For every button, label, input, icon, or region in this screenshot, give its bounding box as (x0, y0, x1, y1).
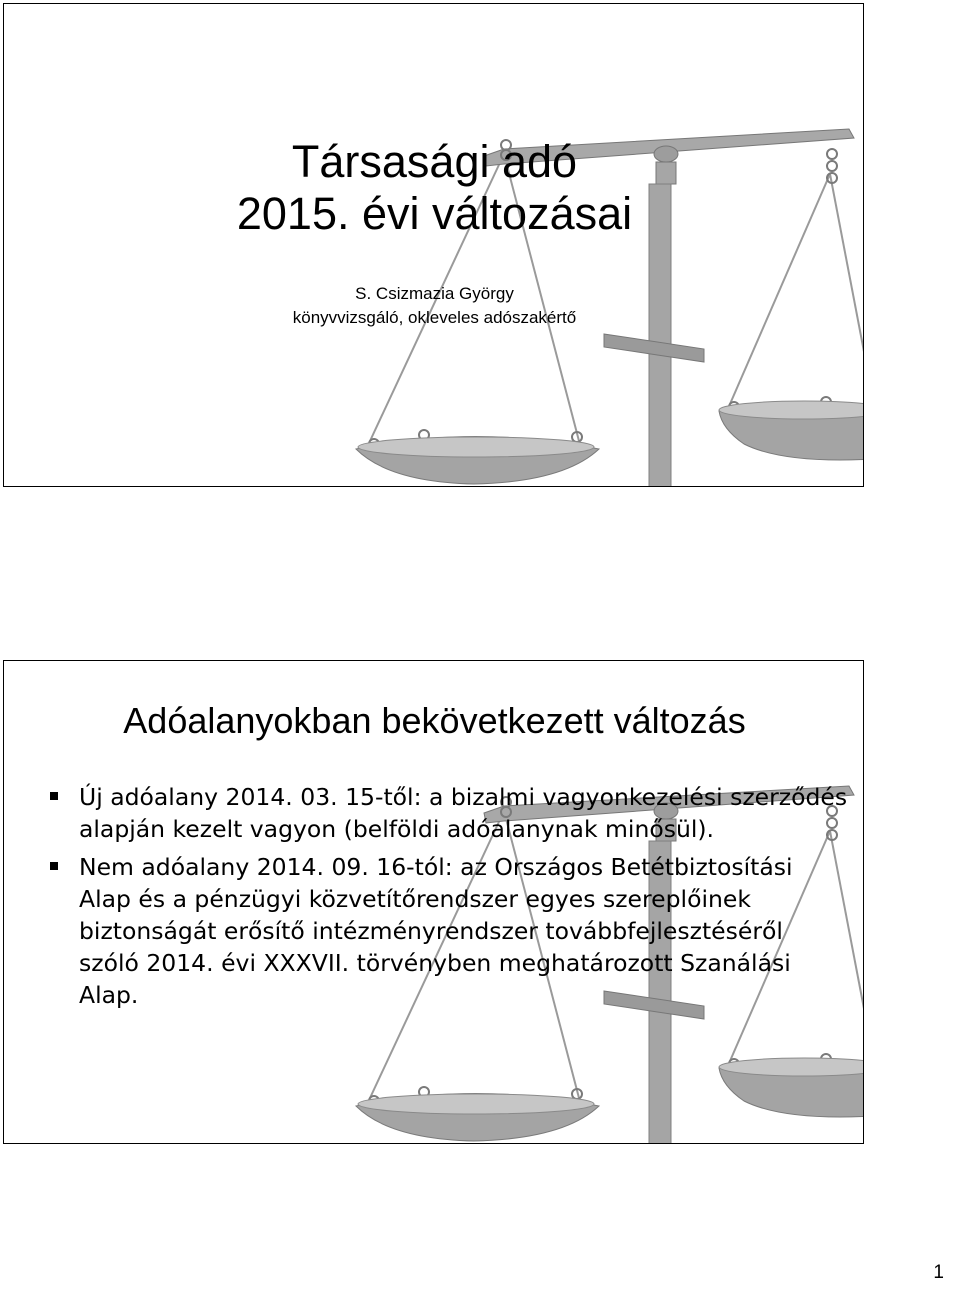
title-line-2: 2015. évi változásai (236, 188, 633, 239)
slide-title: Adóalanyokban bekövetkezett változás (123, 700, 746, 741)
bullet-list (50, 781, 850, 1017)
slide-1 (3, 3, 864, 487)
bullet-text: Új adóalany 2014. 03. 15-től: a bizalmi vagyonkezelési szerződés alapján kezelt vagyon (belföldi adóalanynak minősül). (79, 783, 848, 843)
title-line-1: Társasági adó (291, 136, 578, 187)
balance-scale-icon (4, 4, 864, 487)
bullet-text: Nem adóalany 2014. 09. 16-tól: az Országos Betétbiztosítási Alap és a pénzügyi közvetítőrendszer egyes szereplőinek biztonságát erősítő intézményrendszer továbbfejlesztéséről szóló 2014. évi XXXVII. törvényben meghatározott Szanálási Alap. (79, 853, 793, 1009)
list-item (50, 851, 850, 1011)
slide-title (4, 136, 864, 240)
square-bullet-icon (50, 792, 58, 800)
author-block (4, 282, 864, 330)
slide-2 (3, 660, 864, 1144)
author-name: S. Csizmazia György (355, 284, 514, 303)
square-bullet-icon (50, 862, 58, 870)
page-number: 1 (933, 1262, 944, 1283)
list-item (50, 781, 850, 845)
author-credentials: könyvvizsgáló, okleveles adószakértő (292, 308, 577, 327)
